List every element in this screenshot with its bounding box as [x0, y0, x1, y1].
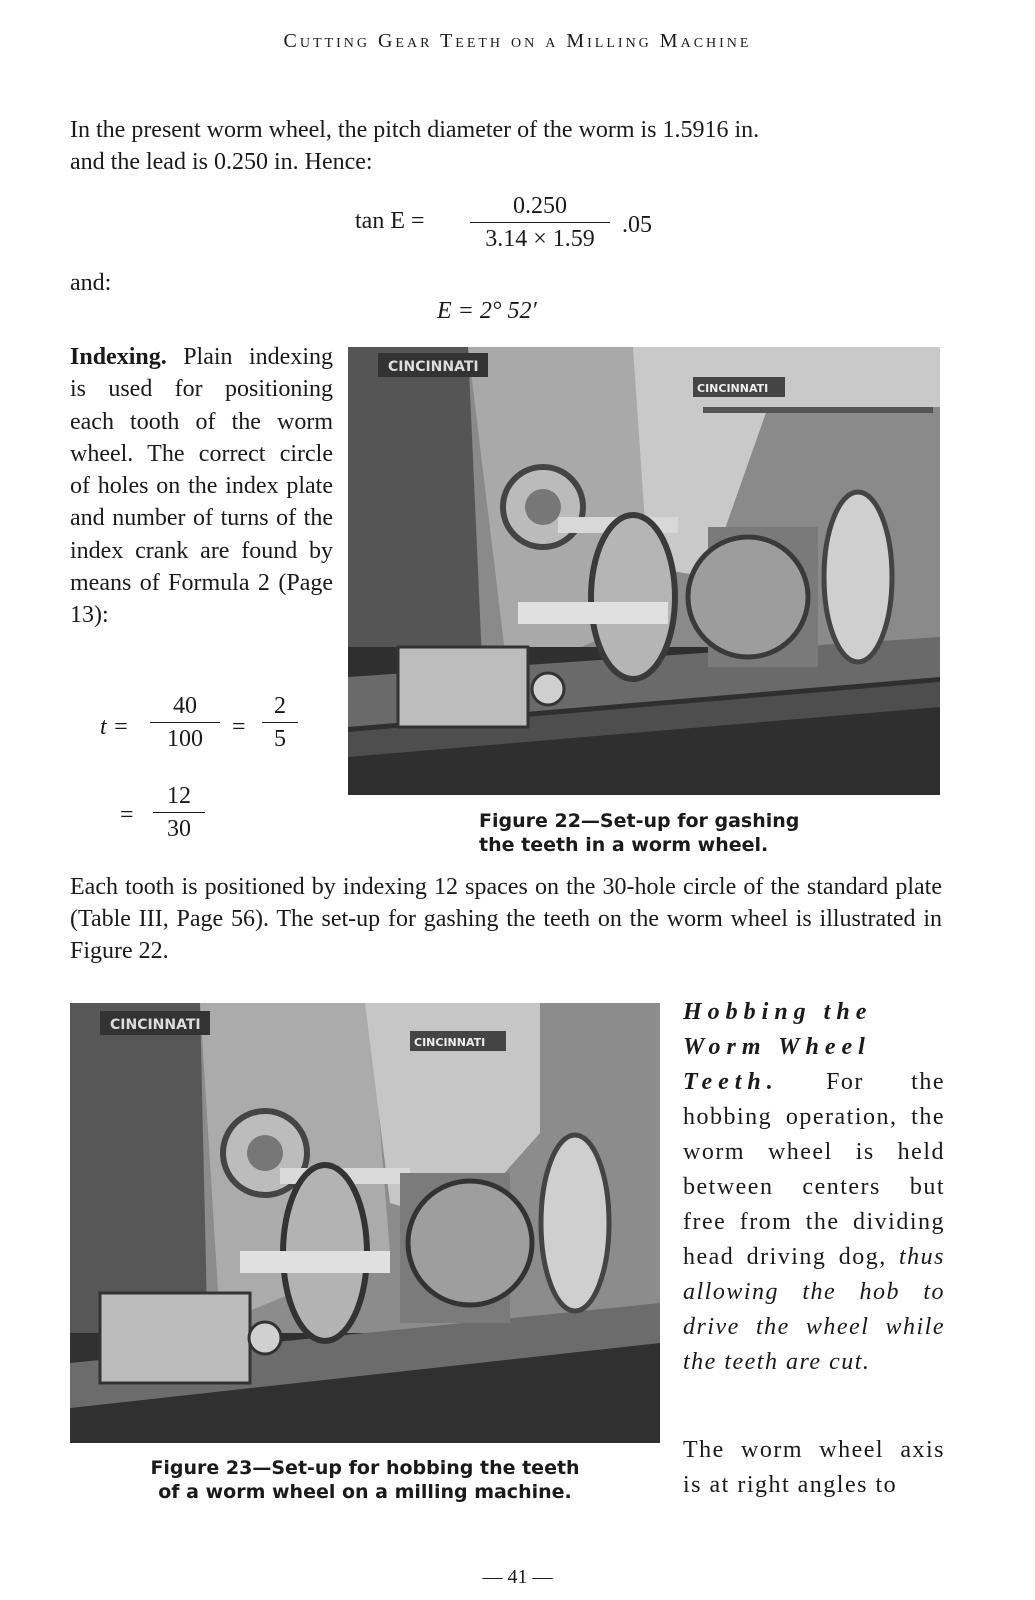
indexing-text: Plain indexing is used for positioning each tooth of the worm wheel. The correct circle of holes on the index plate and number of turns of the index crank are found by means of Formula 2 (Page 13):: [70, 344, 333, 629]
equation-t-den-2: 5: [274, 726, 286, 752]
figure-23-illustration: [70, 1003, 660, 1443]
equation-t-den-1: 100: [167, 726, 203, 752]
figure-23-caption-line-1: Figure 23—Set-up for hobbing the teeth: [150, 1457, 580, 1479]
hobbing-title-line-2: Worm Wheel: [683, 1034, 871, 1060]
figure-23-photo: [70, 1003, 660, 1443]
hobbing-text: For the hobbing operation, the worm wheel is held between centers but free from the dividing head driving dog,: [683, 1069, 945, 1270]
intro-line-2: and the lead is 0.250 in. Hence:: [70, 149, 373, 175]
figure-22-brand-machine: CINCINNATI: [388, 359, 479, 375]
equation-t-equals-2: =: [120, 802, 134, 828]
running-header: Cutting Gear Teeth on a Milling Machine: [283, 30, 752, 52]
figure-22-caption-line-1: Figure 22—Set-up for gashing: [479, 810, 800, 832]
figure-23-brand-machine: CINCINNATI: [110, 1017, 201, 1033]
equation-t-num-1: 40: [150, 690, 220, 723]
figure-22-brand-head: CINCINNATI: [697, 382, 769, 395]
hobbing-title-line-3: Teeth.: [683, 1069, 779, 1095]
figure-23-caption: [70, 1456, 660, 1504]
hobbing-paragraph: [683, 995, 945, 1380]
equation-t-num-3: 12: [153, 780, 205, 813]
intro-paragraph: [70, 114, 970, 178]
body-paragraph-2: Each tooth is positioned by indexing 12 spaces on the 30-hole circle of the standard plate (Table III, Page 56). The set-up for gashing the teeth on the worm wheel is illustrated in Figure 22.: [70, 874, 942, 964]
indexing-heading: Indexing.: [70, 344, 167, 370]
equation-t-fraction-1: [150, 690, 220, 755]
figure-22-caption: [479, 809, 929, 857]
figure-23-caption-line-2: of a worm wheel on a milling machine.: [158, 1481, 572, 1503]
figure-22-illustration: [348, 347, 940, 795]
equation-t-fraction-3: [153, 780, 205, 845]
equation-E-result: E = 2° 52′: [437, 298, 537, 324]
equation-tanE-lhs: tan E =: [355, 208, 425, 234]
intro-line-1: In the present worm wheel, the pitch diameter of the worm is 1.5916 in.: [70, 117, 760, 143]
equation-t-fraction-2: [262, 690, 298, 755]
equation-tanE-fraction: [470, 190, 610, 255]
figure-22-caption-line-2: the teeth in a worm wheel.: [479, 834, 769, 856]
figure-22-photo: [348, 347, 940, 795]
indexing-paragraph: [70, 341, 333, 632]
hobbing-title-line-1: Hobbing the: [683, 999, 873, 1025]
equation-t-equals-1: =: [232, 714, 246, 740]
hobbing-text-italic: thus allowing the hob to drive the wheel while the teeth are cut.: [683, 1244, 945, 1375]
page-number: — 41 —: [482, 1566, 553, 1588]
equation-tanE-denominator: 3.14 × 1.59: [485, 226, 595, 252]
equation-tanE-result: .05: [622, 212, 652, 238]
equation-t-num-2: 2: [262, 690, 298, 723]
equation-t-lhs: t =: [100, 714, 129, 740]
equation-t-den-3: 30: [167, 816, 191, 842]
equation-tanE-numerator: 0.250: [470, 190, 610, 223]
hobbing-next-paragraph: The worm wheel axis is at right angles to: [683, 1437, 945, 1498]
and-label: and:: [70, 270, 112, 296]
figure-23-brand-head: CINCINNATI: [414, 1036, 486, 1049]
